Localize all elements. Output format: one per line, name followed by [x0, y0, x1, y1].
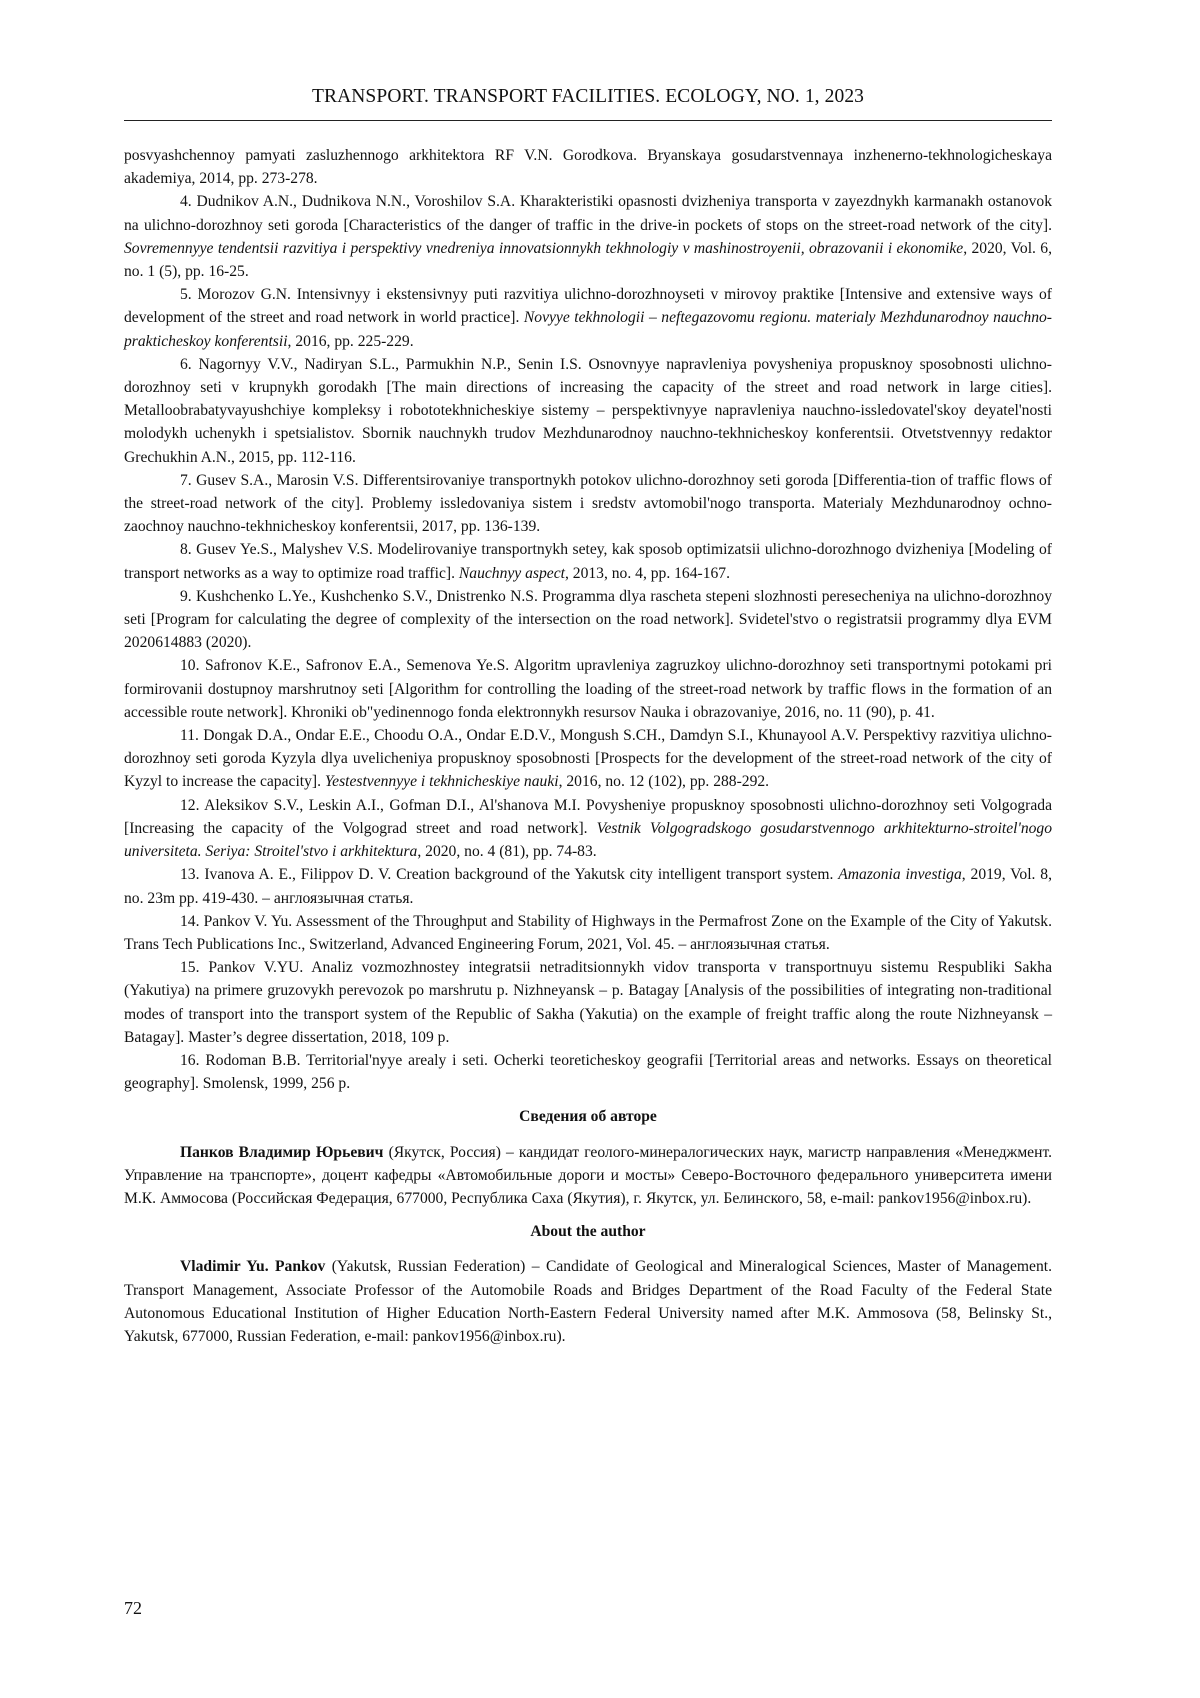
reference-item: [124, 910, 1052, 956]
article-body: [124, 144, 1052, 1348]
author-bio-ru: [124, 1141, 1052, 1211]
reference-text: 6. Nagornyy V.V., Nadiryan S.L., Parmukhin N.P., Senin I.S. Osnovnyye napravleniya povysheniya propusknoy sposobnosti ulichno-dorozhnoy seti v krupnykh gorodakh [The main directions of increasing the capacity of the street and road network in large cities]. Metalloobrabatyvayushchiye kompleksy i robototekhnicheskiye sistemy – perspektivnyye napravleniya nauchno-issledovatel'skoy deyatel'nosti molodykh uchenykh i spetsialistov. Sbornik nauchnykh trudov Mezhdunarodnoy nauchno-tekhnicheskoy konferentsii. Otvetstvennyy redaktor Grechukhin A.N., 2015, pp. 112-116.: [124, 356, 1052, 466]
reference-text: 4. Dudnikov A.N., Dudnikova N.N., Voroshilov S.A. Kharakteristiki opasnosti dvizheniya transporta v zayezdnykh karmanakh ostanovok na ulichno-dorozhnoy seti goroda [Characteristics of the danger of traffic in the drive-in pockets of stops on the street-road network of the city].: [124, 193, 1052, 233]
reference-text: 10. Safronov K.E., Safronov E.A., Semenova Ye.S. Algoritm upravleniya zagruzkoy ulichno-dorozhnoy seti transportnymi potokami pri formirovanii dostupnoy marshrutnoy seti [Algorithm for controlling the loading of the street-road network by traffic flows in the formation of an accessible route network]. Khroniki ob"yedinennogo fonda elektronnykh resursov Nauka i obrazovaniye, 2016, no. 11 (90), p. 41.: [124, 657, 1052, 720]
reference-source: Amazonia investiga: [838, 866, 962, 883]
author-name-ru: Панков Владимир Юрьевич: [180, 1144, 383, 1161]
reference-item: [124, 469, 1052, 539]
reference-item: [124, 585, 1052, 655]
reference-details: , 2020, no. 4 (81), pp. 74-83.: [417, 843, 596, 860]
running-header: TRANSPORT. TRANSPORT FACILITIES. ECOLOGY, NO. 1, 2023: [124, 86, 1052, 108]
reference-text: 11. Dongak D.A., Ondar E.E., Choodu O.A., Ondar E.D.V., Mongush S.CH., Damdyn S.I., Khunayool A.V. Perspektivy razvitiya ulichno-dorozhnoy seti goroda Kyzyla dlya uvelicheniya propusknoy sposobnosti [Prospects for the development of the street-road network of the city of Kyzyl to increase the capacity].: [124, 727, 1052, 790]
reference-source: Nauchnyy aspect: [459, 565, 565, 582]
reference-item: [124, 654, 1052, 724]
reference-text: 13. Ivanova A. E., Filippov D. V. Creation background of the Yakutsk city intelligent transport system.: [180, 866, 838, 883]
reference-text: 7. Gusev S.A., Marosin V.S. Differentsirovaniye transportnykh potokov ulichno-dorozhnoy seti goroda [Differentia-tion of traffic flows of the street-road network of the city]. Problemy issledovaniya sistem i sredstv avtomobil'nogo transporta. Materialy Mezhdunarodnoy ochno-zaochnoy nauchno-tekhnicheskoy konferentsii, 2017, pp. 136-139.: [124, 472, 1052, 535]
reference-text: 15. Pankov V.YU. Analiz vozmozhnostey integratsii netraditsionnykh vidov transporta v transportnuyu sistemu Respubliki Sakha (Yakutiya) na primere gruzovykh perevozok po marshrutu p. Nizhneyansk – p. Batagay [Analysis of the possibilities of integrating non-traditional modes of transport into the transport system of the Republic of Sakha (Yakutia) on the example of freight traffic along the route Nizhneyansk – Batagay]. Master’s degree dissertation, 2018, 109 p.: [124, 959, 1052, 1046]
reference-details: , 2019, Vol. 8, no. 23m pp. 419-430. – англоязычная статья.: [124, 866, 1052, 906]
reference-source: Yestestvennyye i tekhnicheskiye nauki: [325, 773, 559, 790]
reference-item: [124, 353, 1052, 469]
reference-item: [124, 283, 1052, 353]
header-divider: [124, 120, 1052, 121]
reference-details: , 2016, pp. 225-229.: [288, 333, 414, 350]
reference-source: Sovremennyye tendentsii razvitiya i perspektivy vnedreniya innovatsionnykh tekhnologiy v mashinostroyenii, obrazovanii i ekonomike: [124, 240, 963, 257]
reference-text: 16. Rodoman B.B. Territorial'nyye arealy i seti. Ocherki teoreticheskoy geografii [Territorial areas and networks. Essays on theoretical geography]. Smolensk, 1999, 256 p.: [124, 1052, 1052, 1092]
author-details-ru: (Якутск, Россия) – кандидат геолого-минералогических наук, магистр направления «Менеджмент. Управление на транспорте», доцент кафедры «Автомобильные дороги и мосты» Северо-Восточного федерального университета имени М.К. Аммосова (Российская Федерация, 677000, Республика Саха (Якутия), г. Якутск, ул. Белинского, 58, e-mail: pankov1956@inbox.ru).: [124, 1144, 1052, 1207]
reference-text: 8. Gusev Ye.S., Malyshev V.S. Modelirovaniye transportnykh setey, kak sposob optimizatsii ulichno-dorozhnogo dvizheniya [Modeling of transport networks as a way to optimize road traffic].: [124, 541, 1052, 581]
reference-item: [124, 724, 1052, 794]
reference-continuation: posvyashchennoy pamyati zasluzhennogo arkhitektora RF V.N. Gorodkova. Bryanskaya gosudarstvennaya inzhenerno-tekhnologicheskaya akademiya, 2014, pp. 273-278.: [124, 144, 1052, 190]
reference-details: , 2013, no. 4, pp. 164-167.: [565, 565, 730, 582]
reference-text: 5. Morozov G.N. Intensivnyy i ekstensivnyy puti razvitiya ulichno-dorozhnoyseti v mirovoy praktike [Intensive and extensive ways of development of the street and road network in world practice].: [124, 286, 1052, 326]
reference-item: [124, 1049, 1052, 1095]
author-heading-en: About the author: [124, 1220, 1052, 1243]
reference-item: [124, 538, 1052, 584]
author-name-en: Vladimir Yu. Pankov: [180, 1258, 325, 1275]
reference-source: Vestnik Volgogradskogo gosudarstvennogo arkhitekturno-stroitel'nogo universiteta. Seriya: Stroitel'stvo i arkhitektura: [124, 820, 1052, 860]
reference-item: [124, 863, 1052, 909]
reference-item: [124, 190, 1052, 283]
reference-details: , 2020, Vol. 6, no. 1 (5), pp. 16-25.: [124, 240, 1052, 280]
author-heading-ru: Сведения об авторе: [124, 1105, 1052, 1128]
reference-list: [124, 190, 1052, 1095]
reference-source: Novyye tekhnologii – neftegazovomu regionu. materialy Mezhdunarodnoy nauchno-prakticheskoy konferentsii: [124, 309, 1052, 349]
reference-text: 12. Aleksikov S.V., Leskin A.I., Gofman D.I., Al'shanova M.I. Povysheniye propusknoy sposobnosti ulichno-dorozhnoy seti Volgograda [Increasing the capacity of the Volgograd street and road network].: [124, 797, 1052, 837]
page-number: 72: [124, 1598, 142, 1619]
author-bio-en: [124, 1255, 1052, 1348]
author-details-en: (Yakutsk, Russian Federation) – Candidate of Geological and Mineralogical Sciences, Master of Management. Transport Management, Associate Professor of the Automobile Roads and Bridges Department of the Road Faculty of the Federal State Autonomous Educational Institution of Higher Education North-Eastern Federal University named after M.K. Ammosova (58, Belinsky St., Yakutsk, 677000, Russian Federation, e-mail: pankov1956@inbox.ru).: [124, 1258, 1052, 1345]
reference-item: [124, 794, 1052, 864]
reference-text: 14. Pankov V. Yu. Assessment of the Throughput and Stability of Highways in the Permafrost Zone on the Example of the City of Yakutsk. Trans Tech Publications Inc., Switzerland, Advanced Engineering Forum, 2021, Vol. 45. – англоязычная статья.: [124, 913, 1052, 953]
journal-page: [0, 0, 1200, 1698]
reference-item: [124, 956, 1052, 1049]
reference-details: , 2016, no. 12 (102), pp. 288-292.: [559, 773, 770, 790]
reference-text: 9. Kushchenko L.Ye., Kushchenko S.V., Dnistrenko N.S. Programma dlya rascheta stepeni slozhnosti peresecheniya na ulichno-dorozhnoy seti [Program for calculating the degree of complexity of the intersection on the road network]. Svidetel'stvo o registratsii programmy dlya EVM 2020614883 (2020).: [124, 588, 1052, 651]
